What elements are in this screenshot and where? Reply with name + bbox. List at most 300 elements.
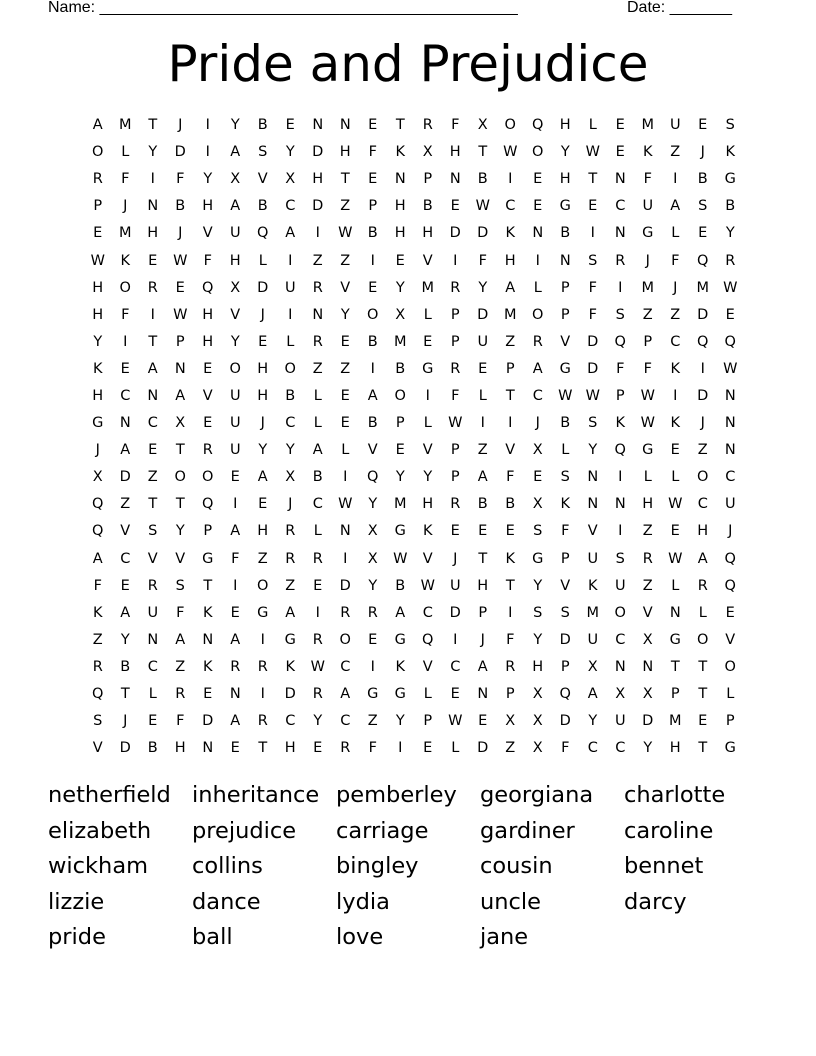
grid-letter: E <box>478 713 488 730</box>
grid-letter: Z <box>670 306 681 323</box>
grid-letter: E <box>285 117 295 134</box>
grid-letter: H <box>257 523 269 540</box>
grid-letter: B <box>560 225 571 242</box>
grid-letter: Z <box>505 333 516 350</box>
grid-letter: Y <box>478 279 488 296</box>
grid-letter: G <box>559 198 571 215</box>
grid-letter: Y <box>258 442 268 459</box>
grid-letter: B <box>312 469 323 486</box>
grid-letter: Y <box>230 117 240 134</box>
grid-letter: I <box>260 686 265 703</box>
grid-letter: L <box>588 117 597 134</box>
grid-letter: R <box>340 740 351 757</box>
grid-letter: Y <box>725 225 735 242</box>
grid-letter: G <box>724 171 736 188</box>
grid-letter: N <box>669 604 681 621</box>
grid-letter: H <box>202 306 214 323</box>
grid-letter: D <box>119 469 131 486</box>
grid-letter: X <box>367 550 378 567</box>
grid-letter: N <box>202 631 214 648</box>
grid-letter: W <box>640 387 655 404</box>
grid-letter: S <box>93 713 103 730</box>
grid-row <box>84 356 744 383</box>
grid-letter: W <box>393 550 408 567</box>
grid-letter: C <box>615 198 626 215</box>
grid-letter: E <box>368 171 378 188</box>
grid-letter: V <box>202 225 213 242</box>
grid-letter: N <box>339 117 351 134</box>
grid-letter: K <box>202 604 213 621</box>
grid-letter: P <box>450 333 460 350</box>
grid-letter: E <box>395 442 405 459</box>
grid-letter: N <box>614 496 626 513</box>
grid-letter: E <box>340 415 350 432</box>
grid-letter: O <box>119 279 131 296</box>
grid-row <box>84 302 744 329</box>
grid-letter: U <box>147 604 159 621</box>
grid-letter: W <box>448 713 463 730</box>
grid-letter: T <box>148 496 158 513</box>
grid-letter: G <box>642 442 654 459</box>
grid-letter: H <box>92 387 104 404</box>
grid-letter: V <box>422 550 433 567</box>
grid-letter: A <box>670 198 681 215</box>
grid-letter: P <box>670 686 680 703</box>
grid-letter: M <box>118 117 132 134</box>
grid-letter: F <box>506 631 515 648</box>
grid-letter: F <box>176 171 185 188</box>
grid-letter: N <box>312 117 324 134</box>
grid-letter: R <box>340 604 351 621</box>
grid-letter: I <box>590 225 595 242</box>
grid-letter: O <box>339 631 351 648</box>
word-bank-item: prejudice <box>192 817 297 844</box>
grid-letter: E <box>450 523 460 540</box>
grid-letter: P <box>93 198 103 215</box>
grid-row <box>84 139 744 166</box>
grid-letter: O <box>92 144 104 161</box>
grid-letter: M <box>421 279 434 296</box>
grid-letter: R <box>92 171 103 188</box>
grid-letter: P <box>450 442 460 459</box>
grid-letter: V <box>422 658 433 675</box>
grid-letter: J <box>178 225 183 242</box>
grid-row <box>84 112 744 139</box>
grid-letter: R <box>697 577 708 594</box>
grid-letter: S <box>588 415 598 432</box>
grid-letter: G <box>284 631 296 648</box>
grid-letter: U <box>642 198 654 215</box>
grid-letter: T <box>698 686 708 703</box>
grid-letter: V <box>560 577 571 594</box>
grid-letter: G <box>669 631 681 648</box>
word-bank-item: gardiner <box>480 817 575 844</box>
grid-letter: D <box>697 387 709 404</box>
grid-letter: T <box>203 577 213 594</box>
grid-letter: E <box>423 333 433 350</box>
grid-letter: V <box>175 550 186 567</box>
grid-letter: E <box>478 523 488 540</box>
grid-letter: E <box>505 523 515 540</box>
grid-letter: E <box>230 604 240 621</box>
grid-letter: P <box>725 713 735 730</box>
grid-letter: E <box>698 117 708 134</box>
grid-letter: J <box>453 550 458 567</box>
grid-letter: D <box>449 225 461 242</box>
grid-letter: Q <box>422 631 434 648</box>
grid-letter: W <box>723 279 738 296</box>
grid-letter: L <box>698 604 707 621</box>
grid-letter: M <box>586 604 599 621</box>
word-bank-item: dance <box>192 888 261 915</box>
grid-letter: E <box>203 360 213 377</box>
grid-letter: E <box>725 306 735 323</box>
grid-letter: L <box>286 333 295 350</box>
grid-letter: U <box>449 577 461 594</box>
grid-letter: A <box>175 631 186 648</box>
grid-letter: G <box>367 686 379 703</box>
word-bank-item: jane <box>480 924 529 951</box>
grid-letter: X <box>532 686 543 703</box>
grid-letter: M <box>118 225 132 242</box>
grid-letter: U <box>229 442 241 459</box>
grid-row <box>84 546 744 573</box>
grid-letter: Y <box>533 577 543 594</box>
grid-letter: E <box>313 740 323 757</box>
grid-letter: R <box>725 252 736 269</box>
grid-letter: J <box>728 523 733 540</box>
grid-letter: L <box>478 387 487 404</box>
grid-letter: G <box>202 550 214 567</box>
grid-row <box>84 573 744 600</box>
grid-letter: P <box>615 387 625 404</box>
grid-letter: E <box>478 360 488 377</box>
grid-letter: Z <box>312 360 323 377</box>
grid-letter: N <box>642 658 654 675</box>
grid-letter: O <box>257 577 269 594</box>
grid-letter: I <box>453 252 458 269</box>
grid-letter: R <box>450 496 461 513</box>
grid-row <box>84 437 744 464</box>
grid-letter: K <box>92 604 103 621</box>
grid-letter: C <box>615 740 626 757</box>
grid-letter: M <box>696 279 709 296</box>
grid-letter: W <box>640 415 655 432</box>
grid-letter: B <box>560 415 571 432</box>
word-bank-item: bingley <box>336 853 419 880</box>
grid-letter: P <box>175 333 185 350</box>
word-bank-item: collins <box>192 853 263 880</box>
grid-letter: S <box>175 577 185 594</box>
grid-letter: P <box>560 658 570 675</box>
grid-letter: B <box>367 333 378 350</box>
grid-letter: V <box>367 442 378 459</box>
grid-letter: T <box>505 577 515 594</box>
grid-letter: K <box>670 415 680 432</box>
grid-letter: H <box>504 252 516 269</box>
grid-letter: V <box>230 306 241 323</box>
grid-letter: C <box>670 333 681 350</box>
grid-letter: U <box>669 117 681 134</box>
grid-letter: R <box>147 577 158 594</box>
grid-letter: Q <box>724 550 736 567</box>
grid-letter: Y <box>423 469 433 486</box>
grid-letter: W <box>558 387 573 404</box>
grid-letter: I <box>535 252 540 269</box>
grid-letter: V <box>120 523 131 540</box>
grid-letter: R <box>312 333 323 350</box>
grid-letter: I <box>508 415 513 432</box>
grid-letter: O <box>174 469 186 486</box>
grid-letter: N <box>449 171 461 188</box>
grid-letter: L <box>671 469 680 486</box>
grid-letter: K <box>202 658 213 675</box>
grid-letter: K <box>587 577 598 594</box>
grid-letter: T <box>588 171 598 188</box>
grid-letter: Z <box>147 469 158 486</box>
word-bank-item: lydia <box>336 888 390 915</box>
grid-letter: V <box>422 442 433 459</box>
grid-letter: X <box>395 306 406 323</box>
grid-letter: N <box>174 360 186 377</box>
grid-letter: M <box>393 496 407 513</box>
grid-letter: D <box>284 686 296 703</box>
grid-letter: V <box>505 442 516 459</box>
grid-letter: J <box>645 252 650 269</box>
grid-letter: F <box>506 469 515 486</box>
grid-letter: E <box>148 442 158 459</box>
grid-letter: X <box>532 740 543 757</box>
grid-letter: Z <box>642 577 653 594</box>
grid-letter: D <box>119 740 131 757</box>
grid-letter: V <box>340 279 351 296</box>
grid-letter: W <box>585 144 600 161</box>
grid-letter: X <box>230 171 241 188</box>
grid-letter: J <box>673 279 678 296</box>
grid-letter: U <box>614 577 626 594</box>
grid-letter: P <box>450 306 460 323</box>
grid-letter: O <box>229 360 241 377</box>
grid-letter: A <box>92 550 103 567</box>
grid-letter: F <box>588 306 597 323</box>
grid-letter: E <box>368 631 378 648</box>
grid-letter: H <box>92 279 104 296</box>
grid-letter: E <box>533 198 543 215</box>
grid-letter: E <box>533 469 543 486</box>
grid-letter: W <box>723 360 738 377</box>
grid-letter: Y <box>395 469 405 486</box>
grid-letter: X <box>532 442 543 459</box>
grid-letter: C <box>340 713 351 730</box>
grid-row <box>84 735 744 762</box>
grid-letter: I <box>150 171 155 188</box>
grid-letter: V <box>560 333 571 350</box>
grid-letter: A <box>147 360 158 377</box>
grid-letter: K <box>285 658 295 675</box>
grid-letter: T <box>505 387 515 404</box>
grid-letter: E <box>93 225 103 242</box>
grid-letter: C <box>422 604 433 621</box>
grid-letter: Z <box>670 144 681 161</box>
grid-letter: I <box>205 117 210 134</box>
grid-letter: F <box>176 604 185 621</box>
grid-letter: T <box>698 658 708 675</box>
grid-letter: D <box>339 577 351 594</box>
grid-letter: W <box>475 198 490 215</box>
grid-letter: R <box>257 658 268 675</box>
grid-letter: I <box>398 740 403 757</box>
grid-letter: A <box>340 686 351 703</box>
grid-letter: Y <box>120 631 130 648</box>
grid-letter: R <box>422 117 433 134</box>
grid-letter: O <box>532 144 544 161</box>
grid-letter: E <box>340 387 350 404</box>
grid-letter: I <box>480 415 485 432</box>
grid-letter: Q <box>697 252 709 269</box>
grid-letter: A <box>697 550 708 567</box>
grid-letter: X <box>642 686 653 703</box>
grid-letter: G <box>642 225 654 242</box>
grid-letter: O <box>367 306 379 323</box>
grid-letter: Q <box>202 496 214 513</box>
word-bank-item: love <box>336 924 384 951</box>
grid-letter: E <box>203 415 213 432</box>
grid-letter: K <box>725 144 735 161</box>
grid-letter: R <box>312 631 323 648</box>
grid-letter: E <box>615 117 625 134</box>
grid-letter: X <box>285 171 296 188</box>
grid-letter: D <box>202 713 214 730</box>
grid-letter: L <box>423 686 432 703</box>
word-bank-item: pride <box>48 924 106 951</box>
grid-letter: J <box>480 631 485 648</box>
grid-letter: R <box>175 686 186 703</box>
grid-letter: W <box>90 252 105 269</box>
grid-letter: P <box>560 279 570 296</box>
grid-letter: X <box>532 496 543 513</box>
grid-letter: U <box>587 631 599 648</box>
grid-letter: C <box>285 415 296 432</box>
grid-letter: J <box>288 496 293 513</box>
grid-letter: F <box>643 171 652 188</box>
grid-letter: K <box>395 144 405 161</box>
grid-letter: Z <box>642 523 653 540</box>
grid-letter: C <box>285 713 296 730</box>
grid-letter: R <box>230 658 241 675</box>
grid-letter: T <box>258 740 268 757</box>
grid-letter: R <box>257 713 268 730</box>
grid-letter: F <box>671 252 680 269</box>
grid-letter: X <box>587 658 598 675</box>
grid-letter: P <box>505 360 515 377</box>
grid-letter: H <box>147 225 159 242</box>
grid-letter: A <box>505 279 516 296</box>
grid-letter: Y <box>643 740 653 757</box>
grid-letter: W <box>338 496 353 513</box>
grid-letter: X <box>615 686 626 703</box>
grid-letter: N <box>477 686 489 703</box>
grid-letter: X <box>285 469 296 486</box>
grid-letter: Y <box>588 713 598 730</box>
grid-row <box>84 275 744 302</box>
grid-letter: Y <box>368 496 378 513</box>
grid-letter: I <box>618 469 623 486</box>
grid-letter: O <box>284 360 296 377</box>
grid-letter: I <box>233 496 238 513</box>
grid-letter: R <box>312 550 323 567</box>
grid-letter: Y <box>203 171 213 188</box>
grid-letter: Z <box>312 252 323 269</box>
grid-letter: Z <box>477 442 488 459</box>
grid-row <box>84 193 744 220</box>
grid-letter: R <box>505 658 516 675</box>
grid-letter: E <box>203 686 213 703</box>
grid-letter: C <box>697 496 708 513</box>
grid-letter: Z <box>257 550 268 567</box>
grid-letter: I <box>315 225 320 242</box>
grid-row <box>84 410 744 437</box>
grid-letter: B <box>477 171 488 188</box>
grid-letter: Z <box>175 658 186 675</box>
word-bank-item: cousin <box>480 853 553 880</box>
grid-letter: V <box>725 631 736 648</box>
grid-letter: T <box>670 658 680 675</box>
grid-letter: I <box>425 387 430 404</box>
grid-letter: H <box>697 523 709 540</box>
grid-letter: D <box>587 333 599 350</box>
grid-letter: R <box>202 442 213 459</box>
grid-letter: L <box>313 387 322 404</box>
grid-letter: E <box>725 604 735 621</box>
grid-letter: C <box>120 550 131 567</box>
grid-letter: H <box>394 225 406 242</box>
grid-letter: B <box>505 496 516 513</box>
grid-letter: A <box>367 387 378 404</box>
grid-letter: T <box>395 117 405 134</box>
grid-letter: W <box>668 550 683 567</box>
grid-letter: J <box>123 198 128 215</box>
grid-letter: I <box>288 252 293 269</box>
grid-letter: Q <box>724 577 736 594</box>
grid-letter: H <box>92 306 104 323</box>
grid-letter: P <box>368 198 378 215</box>
page-title: Pride and Prejudice <box>167 35 649 93</box>
grid-letter: H <box>669 740 681 757</box>
grid-letter: L <box>671 225 680 242</box>
grid-letter: I <box>370 658 375 675</box>
grid-letter: E <box>698 225 708 242</box>
grid-letter: P <box>203 523 213 540</box>
grid-letter: K <box>670 360 680 377</box>
grid-letter: W <box>338 225 353 242</box>
grid-letter: M <box>668 713 682 730</box>
grid-letter: B <box>285 387 296 404</box>
grid-letter: L <box>121 144 130 161</box>
grid-letter: Z <box>367 713 378 730</box>
grid-letter: F <box>478 252 487 269</box>
grid-letter: I <box>508 171 513 188</box>
grid-letter: J <box>178 117 183 134</box>
grid-letter: S <box>615 306 625 323</box>
grid-letter: O <box>614 604 626 621</box>
grid-letter: W <box>668 496 683 513</box>
grid-letter: H <box>174 740 186 757</box>
grid-letter: A <box>587 686 598 703</box>
grid-row <box>84 491 744 518</box>
grid-letter: R <box>312 686 323 703</box>
grid-letter: N <box>614 658 626 675</box>
grid-letter: S <box>533 604 543 621</box>
